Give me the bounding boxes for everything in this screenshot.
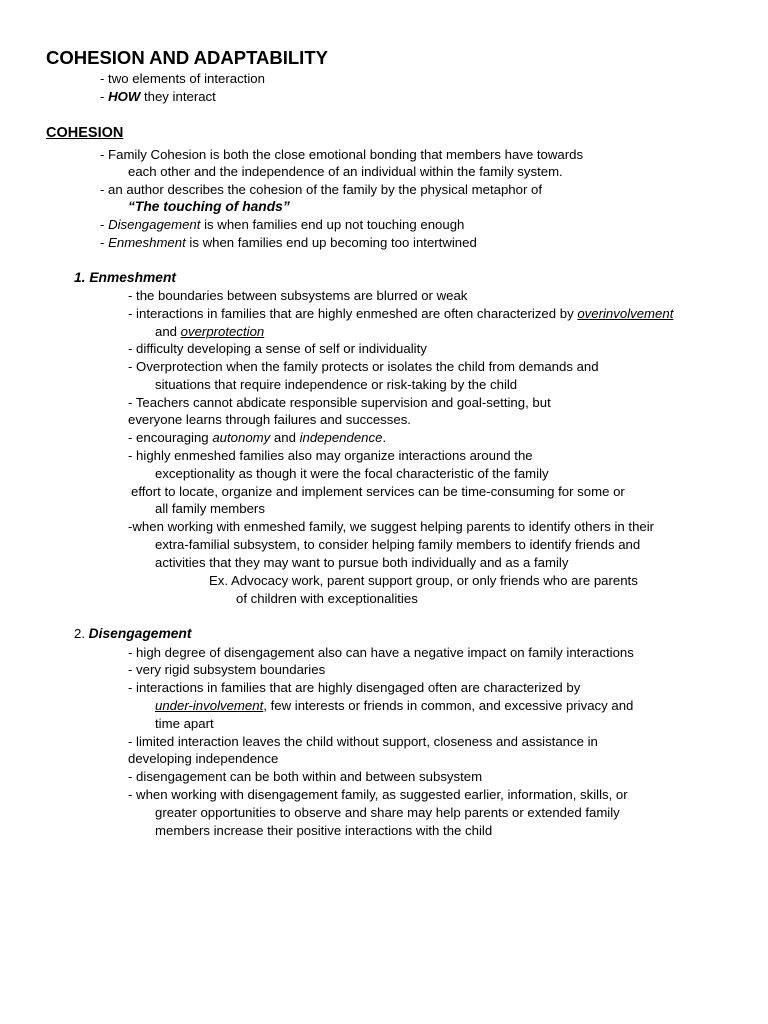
enmeshment-line-14: -when working with enmeshed family, we suggest helping parents to identify others in their	[128, 519, 655, 534]
cohesion-line-5: - Enmeshment is when families end up becoming too intertwined	[100, 235, 477, 250]
enmeshment-line-7: - Teachers cannot abdicate responsible supervision and goal-setting, but	[128, 395, 551, 410]
cohesion-line-4: - Disengagement is when families end up not touching enough	[100, 217, 465, 232]
enmeshment-line-2: - interactions in families that are highly enmeshed are often characterized by overinvolvement	[128, 306, 674, 321]
enmeshment-line-8: everyone learns through failures and successes.	[128, 412, 411, 427]
enmeshment-line-5: - Overprotection when the family protects or isolates the child from demands and	[128, 359, 599, 374]
enmeshment-line-15: extra-familial subsystem, to consider helping family members to identify friends and	[155, 537, 641, 552]
disengagement-line-4: under-involvement, few interests or friends in common, and excessive privacy and	[155, 698, 634, 713]
enmeshment-example-line-2: of children with exceptionalities	[236, 591, 418, 606]
enmeshment-line-9: - encouraging autonomy and independence.	[128, 430, 387, 445]
enmeshment-line-11: exceptionality as though it were the focal characteristic of the family	[155, 466, 549, 481]
disengagement-line-2: - very rigid subsystem boundaries	[128, 662, 326, 677]
disengagement-line-9: - when working with disengagement family, as suggested earlier, information, skills, or	[128, 787, 628, 802]
enmeshment-line-4: - difficulty developing a sense of self or individuality	[128, 341, 427, 356]
subheading-disengagement: 2. Disengagement	[74, 626, 192, 641]
intro-line-2: - HOW they interact	[100, 89, 216, 104]
enmeshment-line-3: and overprotection	[155, 324, 265, 339]
disengagement-line-8: - disengagement can be both within and between subsystem	[128, 769, 483, 784]
section-heading-cohesion: COHESION	[46, 125, 124, 141]
subheading-enmeshment: 1. Enmeshment	[74, 270, 176, 285]
disengagement-line-11: members increase their positive interactions with the child	[155, 823, 493, 838]
disengagement-line-1: - high degree of disengagement also can have a negative impact on family interactions	[128, 645, 634, 660]
disengagement-line-3: - interactions in families that are highly disengaged often are characterized by	[128, 680, 581, 695]
disengagement-line-10: greater opportunities to observe and share may help parents or extended family	[155, 805, 620, 820]
enmeshment-line-10: - highly enmeshed families also may organize interactions around the	[128, 448, 533, 463]
disengagement-line-6: - limited interaction leaves the child without support, closeness and assistance in	[128, 734, 598, 749]
disengagement-line-7: developing independence	[128, 751, 279, 766]
intro-line-1: - two elements of interaction	[100, 71, 265, 86]
enmeshment-line-1: - the boundaries between subsystems are blurred or weak	[128, 288, 468, 303]
cohesion-line-1: - Family Cohesion is both the close emotional bonding that members have towards	[100, 147, 584, 162]
document-title: COHESION AND ADAPTABILITY	[46, 47, 328, 68]
cohesion-line-2: each other and the independence of an individual within the family system.	[128, 164, 563, 179]
enmeshment-example-line-1: Ex. Advocacy work, parent support group, or only friends who are parents	[209, 573, 638, 588]
cohesion-quote: “The touching of hands”	[128, 199, 290, 214]
enmeshment-line-6: situations that require independence or risk-taking by the child	[155, 377, 518, 392]
enmeshment-line-16: activities that they may want to pursue both individually and as a family	[155, 555, 569, 570]
disengagement-line-5: time apart	[155, 716, 214, 731]
cohesion-line-3: - an author describes the cohesion of the family by the physical metaphor of	[100, 182, 543, 197]
enmeshment-line-13: all family members	[155, 501, 265, 516]
enmeshment-line-12: effort to locate, organize and implement services can be time-consuming for some or	[131, 484, 625, 499]
